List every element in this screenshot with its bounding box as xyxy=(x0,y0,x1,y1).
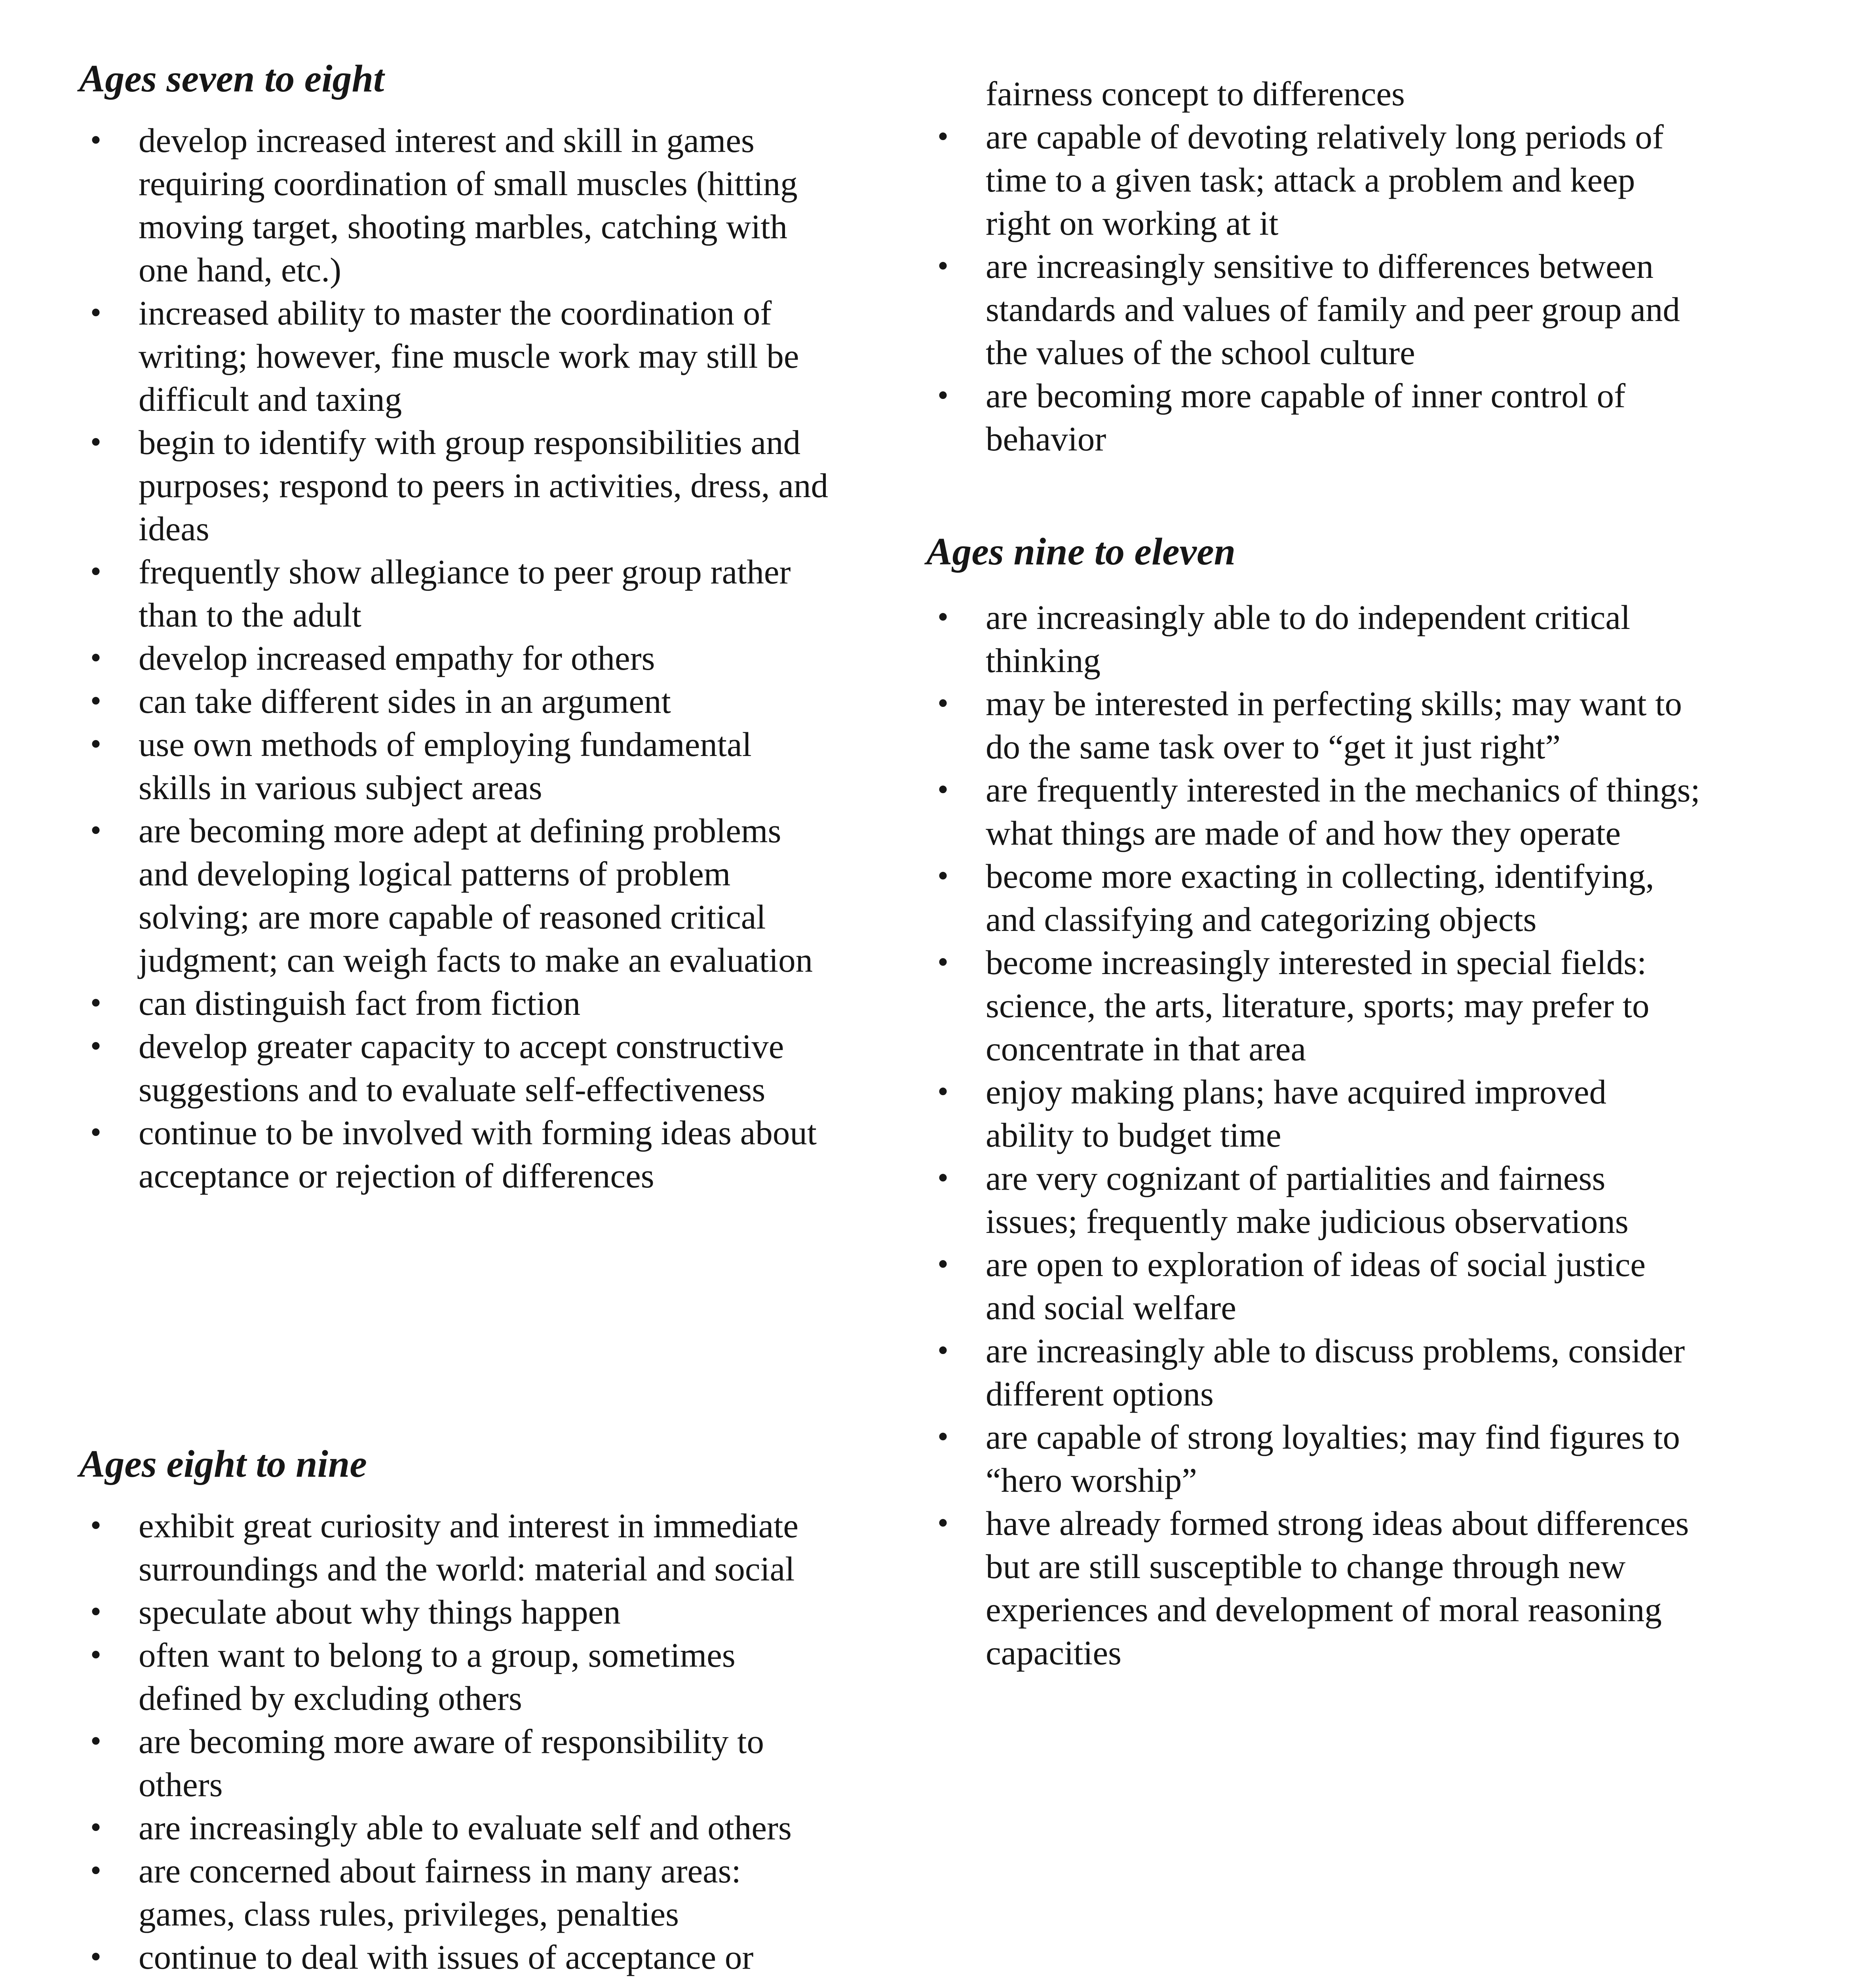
list-item: • become increasingly interested in special fields: science, the arts, literature, sports; may prefer to concentrate in that area xyxy=(926,941,1702,1070)
list-item: • are becoming more capable of inner control of behavior xyxy=(926,374,1702,460)
list-item: • are frequently interested in the mechanics of things; what things are made of and how they operate xyxy=(926,768,1702,855)
list-item: • often want to belong to a group, sometimes defined by excluding others xyxy=(79,1633,831,1720)
list-item: • can take different sides in an argument xyxy=(79,680,831,723)
list-item: • use own methods of employing fundamental skills in various subject areas xyxy=(79,723,831,809)
section-heading-ages-seven-to-eight: Ages seven to eight xyxy=(79,57,384,100)
list-item: • are very cognizant of partialities and fairness issues; frequently make judicious observations xyxy=(926,1157,1702,1243)
list-item: • are increasingly able to evaluate self and others xyxy=(79,1806,831,1849)
continued-text: fairness concept to differences xyxy=(986,74,1405,113)
list-item: • are increasingly sensitive to differences between standards and values of family and peer group and the values of the school culture xyxy=(926,245,1702,374)
section-heading-ages-eight-to-nine: Ages eight to nine xyxy=(79,1443,367,1485)
list-item: • are open to exploration of ideas of social justice and social welfare xyxy=(926,1243,1702,1329)
list-item: • speculate about why things happen xyxy=(79,1590,831,1633)
bullet-list-ages-seven-to-eight xyxy=(79,119,831,1197)
section-heading-ages-nine-to-eleven: Ages nine to eleven xyxy=(926,530,1236,573)
bullet-list-ages-eight-to-nine xyxy=(79,1504,831,1979)
list-item: • are becoming more adept at defining problems and developing logical patterns of problem solving; are more capable of reasoned critical judgment; can weigh facts to make an evaluation xyxy=(79,809,831,982)
list-item: • are becoming more aware of responsibility to others xyxy=(79,1720,831,1806)
list-item: • exhibit great curiosity and interest in immediate surroundings and the world: material and social xyxy=(79,1504,831,1590)
list-item: • frequently show allegiance to peer group rather than to the adult xyxy=(79,550,831,636)
bullet-list-continued xyxy=(926,115,1702,460)
list-item: • begin to identify with group responsibilities and purposes; respond to peers in activities, dress, and ideas xyxy=(79,421,831,550)
list-item: • are capable of strong loyalties; may find figures to “hero worship” xyxy=(926,1415,1702,1502)
list-item: • can distinguish fact from fiction xyxy=(79,982,831,1025)
list-item: • become more exacting in collecting, identifying, and classifying and categorizing objects xyxy=(926,855,1702,941)
list-item: • develop greater capacity to accept constructive suggestions and to evaluate self-effectiveness xyxy=(79,1025,831,1111)
list-item: • enjoy making plans; have acquired improved ability to budget time xyxy=(926,1070,1702,1157)
bullet-list-ages-nine-to-eleven xyxy=(926,596,1702,1674)
list-item: • are concerned about fairness in many areas: games, class rules, privileges, penalties xyxy=(79,1849,831,1935)
list-item: • are increasingly able to discuss problems, consider different options xyxy=(926,1329,1702,1415)
list-item: • continue to deal with issues of acceptance or xyxy=(79,1935,831,1979)
list-item: • continue to be involved with forming ideas about acceptance or rejection of differences xyxy=(79,1111,831,1197)
list-item: • are capable of devoting relatively long periods of time to a given task; attack a problem and keep right on working at it xyxy=(926,115,1702,245)
list-item: • may be interested in perfecting skills; may want to do the same task over to “get it just right” xyxy=(926,682,1702,768)
list-item: • develop increased interest and skill in games requiring coordination of small muscles (hitting moving target, shooting marbles, catching with one hand, etc.) xyxy=(79,119,831,291)
list-item: • are increasingly able to do independent critical thinking xyxy=(926,596,1702,682)
list-item: • increased ability to master the coordination of writing; however, fine muscle work may still be difficult and taxing xyxy=(79,291,831,421)
list-item: • have already formed strong ideas about differences but are still susceptible to change through new experiences and development of moral reasoning capacities xyxy=(926,1502,1702,1674)
list-item: • develop increased empathy for others xyxy=(79,636,831,680)
